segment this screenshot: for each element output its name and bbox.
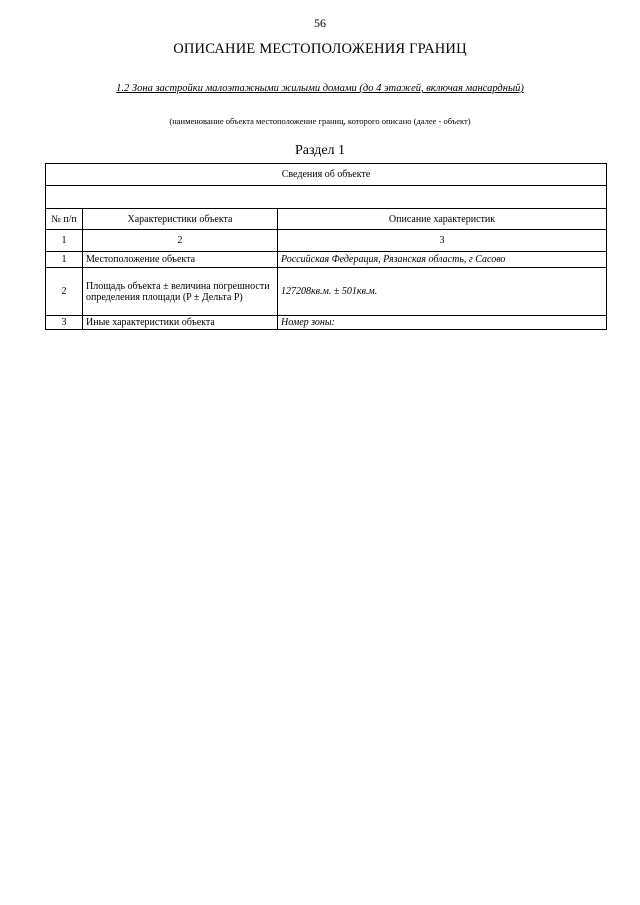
- object-name: [0, 83, 640, 94]
- row-description: Российская Федерация, Рязанская область, г Сасово: [278, 252, 607, 268]
- column-number-2: 2: [83, 230, 278, 252]
- table-row: [46, 268, 607, 316]
- table-blank-cell: [46, 186, 607, 209]
- row-characteristic: Площадь объекта ± величина погрешности определения площади (P ± Дельта P): [83, 268, 278, 316]
- table-title-row: [46, 164, 607, 186]
- table-column-numbers-row: [46, 230, 607, 252]
- row-characteristic: Местоположение объекта: [83, 252, 278, 268]
- row-number: 2: [46, 268, 83, 316]
- object-info-table: [45, 163, 607, 330]
- column-number-3: 3: [278, 230, 607, 252]
- table-row: [46, 252, 607, 268]
- row-number: 3: [46, 316, 83, 330]
- table-row: [46, 316, 607, 330]
- header-description: Описание характеристик: [278, 209, 607, 230]
- table-blank-row: [46, 186, 607, 209]
- row-number: 1: [46, 252, 83, 268]
- header-characteristic: Характеристики объекта: [83, 209, 278, 230]
- row-description: 127208кв.м. ± 501кв.м.: [278, 268, 607, 316]
- table-header-row: [46, 209, 607, 230]
- row-characteristic: Иные характеристики объекта: [83, 316, 278, 330]
- column-number-1: 1: [46, 230, 83, 252]
- document-title: ОПИСАНИЕ МЕСТОПОЛОЖЕНИЯ ГРАНИЦ: [173, 41, 467, 57]
- page-number: 56: [314, 16, 326, 30]
- section-title: Раздел 1: [294, 143, 346, 158]
- header-number: № п/п: [46, 209, 83, 230]
- object-name-caption: (наименование объекта местоположение границ, которого описано (далее - объект): [169, 116, 471, 126]
- table-title: Сведения об объекте: [46, 164, 607, 186]
- object-name-text: 1.2 Зона застройки малоэтажными жилыми домами (до 4 этажей, включая мансардный): [116, 83, 524, 94]
- row-description: Номер зоны:: [278, 316, 607, 330]
